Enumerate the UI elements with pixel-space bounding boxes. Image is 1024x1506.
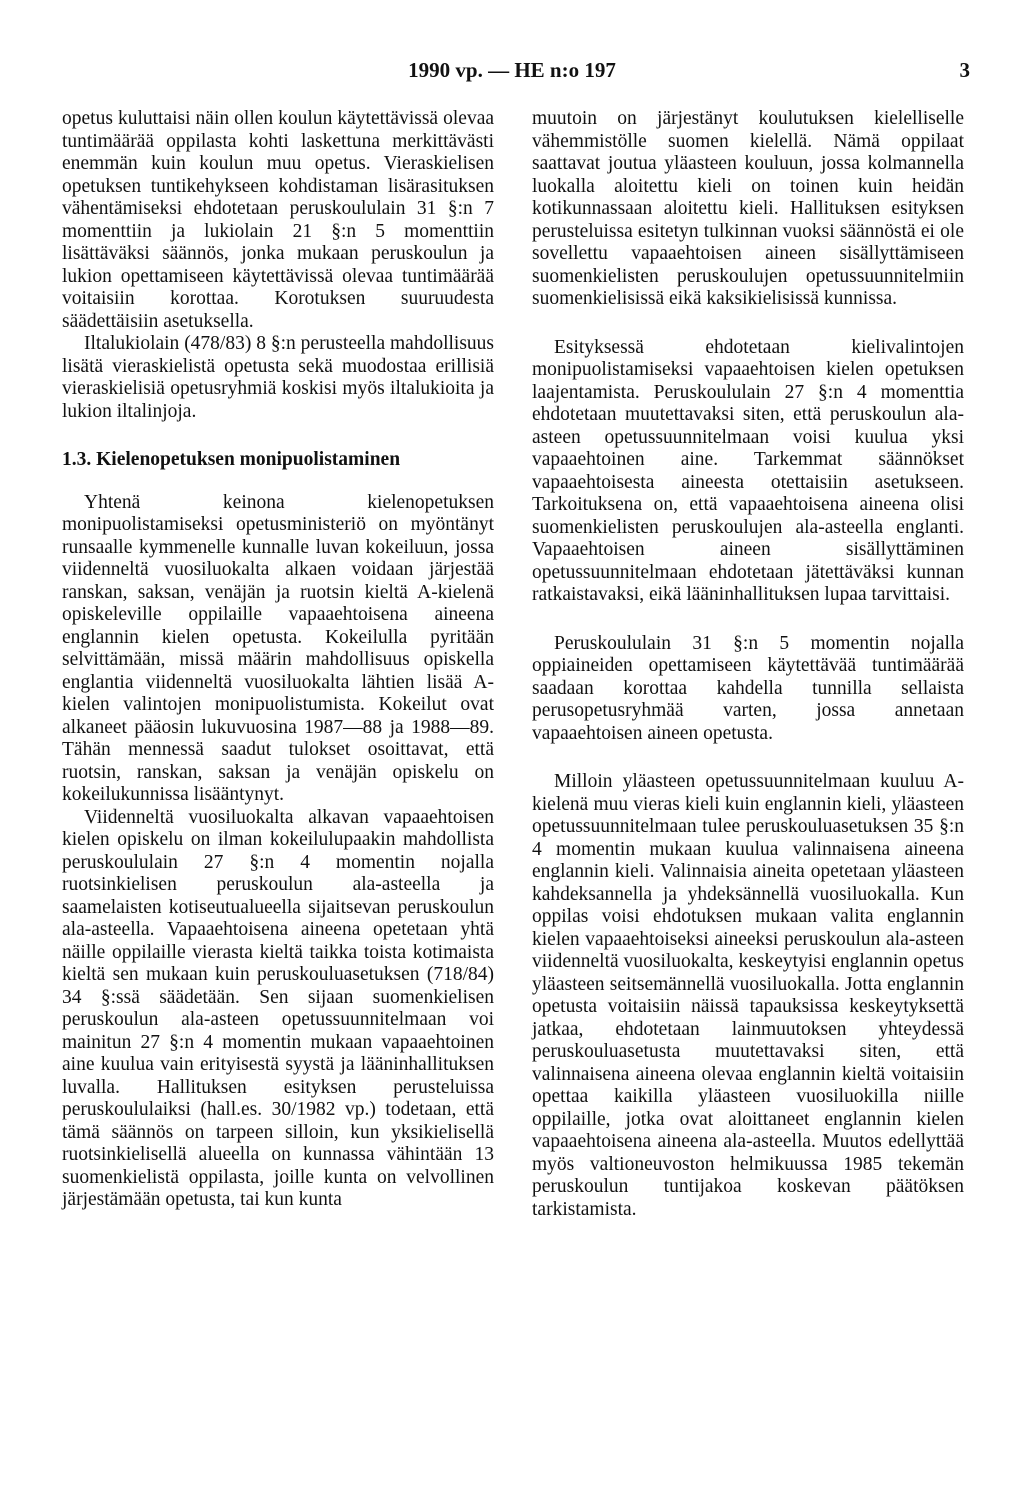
left-paragraph-1: opetus kuluttaisi näin ollen koulun käytettävissä olevaa tuntimäärää oppilasta kohti laskettuna merkittävästi enemmän kuin koulun muu opetus. Vieraskielisen opetuksen tuntikehykseen kohdistaman lisärasituksen vähentämiseksi ehdotetaan peruskoululain 31 §:n 7 momenttiin ja lukiolain 21 §:n 5 momenttiin lisättäväksi säännös, jonka mukaan peruskoulun ja lukion opettamiseen käytettävissä olevaa tuntimäärää voitaisiin korottaa. Korotuksen suuruudesta säädettäisiin asetuksella. [62,108,494,332]
left-paragraph-4: Viidenneltä vuosiluokalta alkavan vapaaehtoisen kielen opiskelu on ilman kokeilulupaakin mahdollista peruskoululain 27 §:n 4 momentin nojalla ruotsinkielisen peruskoulun ala-asteella ja saamelaisten kotiseutualueella sijaitsevan peruskoulun ala-asteella. Vapaaehtoisena aineena opetetaan yhtä näille oppilaille vierasta kieltä taikka toista kotimaista kieltä sen mukaan kuin peruskouluasetuksen (718/84) 34 §:ssä säädetään. Sen sijaan suomenkielisen peruskoulun ala-asteen opetussuunnitelmaan voi mainitun 27 §:n 4 momentin mukaan vapaaehtoinen aine kuulua vain erityisestä syystä ja lääninhallituksen luvalla. Hallituksen esityksen perusteluissa peruskoululaiksi (hall.es. 30/1982 vp.) todetaan, että tämä säännös on tarpeen silloin, kun yksikielisellä ruotsinkielisellä alueella on kunnassa vähintään 13 suomenkielistä oppilasta, joille kunta on velvollinen järjestämään opetusta, tai kun kunta [62,806,494,1210]
page-header [0,58,1024,88]
right-paragraph-4: Milloin yläasteen opetussuunnitelmaan kuuluu A-kielenä muu vieras kieli kuin englannin kieli, yläasteen opetussuunnitelmaan tulee peruskouluasetuksen 35 §:n 4 momentin mukaan kuulua valinnaisena aineena englannin kieli. Valinnaisia aineita opetetaan yläasteen kahdeksannella ja yhdeksännellä vuosiluokalla. Kun oppilas voisi ehdotuksen mukaan valita englannin kielen vapaaehtoiseksi aineeksi peruskoulun ala-asteen viidenneltä vuosiluokalta, keskeytyisi englannin opetus yläasteen seitsemännellä vuosiluokalla. Jotta englannin opetusta voitaisiin näissä tapauksissa keskeytyksettä jatkaa, ehdotetaan lainmuutoksen yhteydessä peruskouluasetusta muutettavaksi siten, että valinnaisena aineena olevaa englannin kieltä voitaisiin opettaa kaikilla yläasteen vuosiluokilla niille oppilaille, jotka ovat aloittaneet englannin kielen vapaaehtoisena aineena ala-asteella. Muutos edellyttää myös valtioneuvoston helmikuussa 1985 tekemän peruskoulun tuntijakoa koskevan päätöksen tarkistamista. [532,771,964,1220]
left-paragraph-3: Yhtenä keinona kielenopetuksen monipuolistamiseksi opetusministeriö on myöntänyt runsaalle kymmenelle kunnalle luvan kokeiluun, jossa viidenneltä vuosiluokalta alkaen voidaan järjestää ranskan, saksan, venäjän ja ruotsin kieltä A-kielenä opiskeleville oppilaille vapaaehtoisena aineena englannin kielen opetusta. Kokeilulla pyritään selvittämään, missä määrin mahdollisuus opiskella englantia viidenneltä vuosiluokalta lähtien lisää A-kielen valintojen monipuolistumista. Kokeilut ovat alkaneet pääosin lukuvuosina 1987—88 ja 1988—89. Tähän mennessä saadut tulokset osoittavat, että ruotsin, ranskan, saksan ja venäjän opiskelu on kokeilukunnissa lisääntynyt. [62,491,494,805]
right-paragraph-2: Esityksessä ehdotetaan kielivalintojen monipuolistamiseksi vapaaehtoisen kielen opetuksen laajentamista. Peruskoululain 27 §:n 4 momenttia ehdotetaan muutettavaksi siten, että peruskoulun ala-asteen opetussuunnitelmaan voisi kuulua yksi vapaaehtoinen aine. Tarkemmat säännökset vapaaehtoisesta aineesta otettaisiin asetukseen. Tarkoituksena on, että vapaaehtoisena aineena olisi suomenkielisten peruskoulujen ala-asteella englanti. Vapaaehtoisen aineen sisällyttäminen opetussuunnitelmaan ehdotetaan jätettäväksi kunnan ratkaistavaksi, eikä lääninhallituksen lupaa tarvittaisi. [532,336,964,605]
right-paragraph-3: Peruskoululain 31 §:n 5 momentin nojalla oppiaineiden opettamiseen käytettävää tuntimäärää saadaan korottaa kahdella tunnilla sellaista perusopetusryhmää varten, jossa annetaan vapaaehtoisen aineen opetusta. [532,632,964,744]
right-paragraph-1: muutoin on järjestänyt koulutuksen kielelliselle vähemmistölle suomen kielellä. Nämä oppilaat saattavat joutua yläasteen kouluun, jossa kolmannella luokalla aloitettu kieli on toinen kuin heidän kotikunnassaan aloitettu kieli. Hallituksen esityksen perusteluissa esitetyn tulkinnan vuoksi säännöstä ei ole sovellettu vapaaehtoisen aineen sisällyttämiseen suomenkielisten peruskoulujen opetussuunnitelmiin suomenkielisissä eikä kaksikielisissä kunnissa. [532,108,964,309]
left-paragraph-2: Iltalukiolain (478/83) 8 §:n perusteella mahdollisuus lisätä vieraskielistä opetusta sekä muodostaa erillisiä vieraskielisiä opetusryhmiä koskisi myös iltalukioita ja lukion iltalinjoja. [62,333,494,422]
left-column [62,108,494,1212]
document-title: 1990 vp. — HE n:o 197 [408,58,616,82]
page-number: 3 [959,58,970,82]
section-heading: 1.3. Kielenopetuksen monipuolistaminen [62,449,401,470]
right-column [532,108,964,1221]
